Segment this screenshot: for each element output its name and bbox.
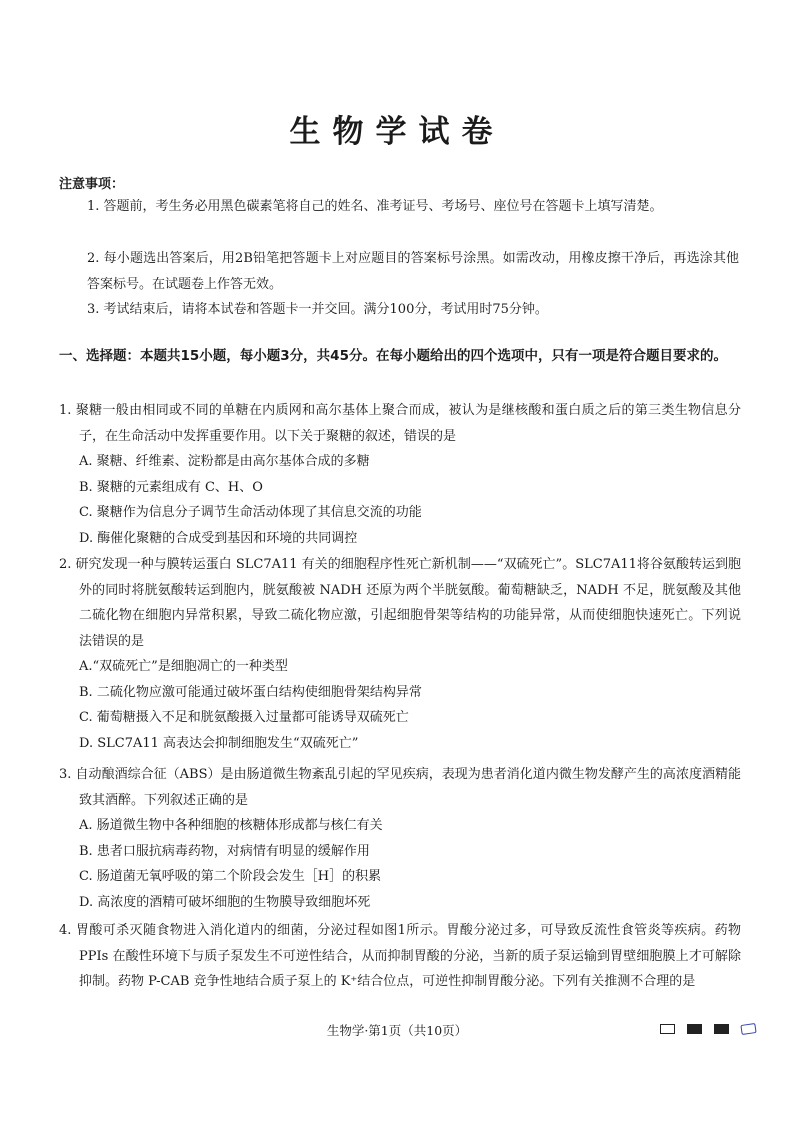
section-heading: 一、选择题：本题共15小题，每小题3分，共45分。在每小题给出的四个选项中，只有一项是符合题目要求的。 <box>59 348 727 364</box>
option-b: B. 患者口服抗病毒药物，对病情有明显的缓解作用 <box>79 843 370 859</box>
question-stem: 1. 聚糖一般由相同或不同的单糖在内质网和高尔基体上聚合而成，被认为是继核酸和蛋白质之后的第三类生物信息分子，在生命活动中发挥重要作用。以下关于聚糖的叙述，错误的是 <box>59 403 741 444</box>
question-3 <box>59 762 741 915</box>
option-d: D. 高浓度的酒精可破坏细胞的生物膜导致细胞坏死 <box>79 894 371 910</box>
scan-mark-corner <box>740 1023 756 1035</box>
notice-item-3: 3. 考试结束后，请将本试卷和答题卡一并交回。满分100分，考试用时75分钟。 <box>87 302 548 317</box>
option-c: C. 聚糖作为信息分子调节生命活动体现了其信息交流的功能 <box>79 505 422 520</box>
notice-heading: 注意事项： <box>59 177 125 192</box>
question-stem: 4. 胃酸可杀灭随食物进入消化道内的细菌，分泌过程如图1所示。胃酸分泌过多，可导致反流性食管炎等疾病。药物 PPIs 在酸性环境下与质子泵发生不可逆性结合，从而抑制胃酸的分泌，当新的质子泵运输到胃壁细胞膜上才可解除抑制。药物 P-CAB 竞争性地结合质子泵上的 K⁺结合位点，可逆性抑制胃酸分泌。下列有关推测不合理的是 <box>59 923 741 989</box>
option-a: A. 聚糖、纤维素、淀粉都是由高尔基体合成的多糖 <box>79 454 370 469</box>
question-2 <box>59 552 741 756</box>
notice-item-1: 1. 答题前，考生务必用黑色碳素笔将自己的姓名、准考证号、考场号、座位号在答题卡上填写清楚。 <box>87 199 663 214</box>
page-footer: 生物学·第1页（共10页） <box>326 1023 468 1038</box>
option-c: C. 葡萄糖摄入不足和胱氨酸摄入过量都可能诱导双硫死亡 <box>79 710 409 725</box>
question-stem: 3. 自动酿酒综合征（ABS）是由肠道微生物紊乱引起的罕见疾病，表现为患者消化道内微生物发酵产生的高浓度酒精能致其酒醉。下列叙述正确的是 <box>59 767 741 808</box>
option-a: A. 肠道微生物中各种细胞的核糖体形成都与核仁有关 <box>79 818 383 833</box>
option-b: B. 聚糖的元素组成有 C、H、O <box>79 479 263 495</box>
question-1 <box>59 398 741 551</box>
scan-mark-filled <box>714 1024 729 1034</box>
question-stem: 2. 研究发现一种与膜转运蛋白 SLC7A11 有关的细胞程序性死亡新机制——“双硫死亡”。SLC7A11将谷氨酸转运到胞外的同时将胱氨酸转运到胞内，胱氨酸被 NADH 还原为两个半胱氨酸。葡萄糖缺乏，NADH 不足，胱氨酸及其他二硫化物在细胞内异常积累，导致二硫化物应激，引起细胞骨架等结构的功能异常，从而使细胞快速死亡。下列说法错误的是 <box>59 557 741 649</box>
page-title: 生物学试卷 <box>289 114 505 150</box>
scan-marks <box>660 1024 756 1034</box>
option-c: C. 肠道菌无氧呼吸的第二个阶段会发生［H］的积累 <box>79 869 382 884</box>
option-d: D. SLC7A11 高表达会抑制细胞发生“双硫死亡” <box>79 735 359 751</box>
scan-mark-hollow <box>660 1024 675 1034</box>
question-4 <box>59 918 741 995</box>
option-d: D. 酶催化聚糖的合成受到基因和环境的共同调控 <box>79 530 358 546</box>
scan-mark-filled <box>687 1024 702 1034</box>
option-a: A.“双硫死亡”是细胞凋亡的一种类型 <box>79 659 288 674</box>
notice-item-2: 2. 每小题选出答案后，用2B铅笔把答题卡上对应题目的答案标号涂黑。如需改动，用橡皮擦干净后，再选涂其他答案标号。在试题卷上作答无效。 <box>87 251 739 292</box>
option-b: B. 二硫化物应激可能通过破坏蛋白结构使细胞骨架结构异常 <box>79 684 422 700</box>
